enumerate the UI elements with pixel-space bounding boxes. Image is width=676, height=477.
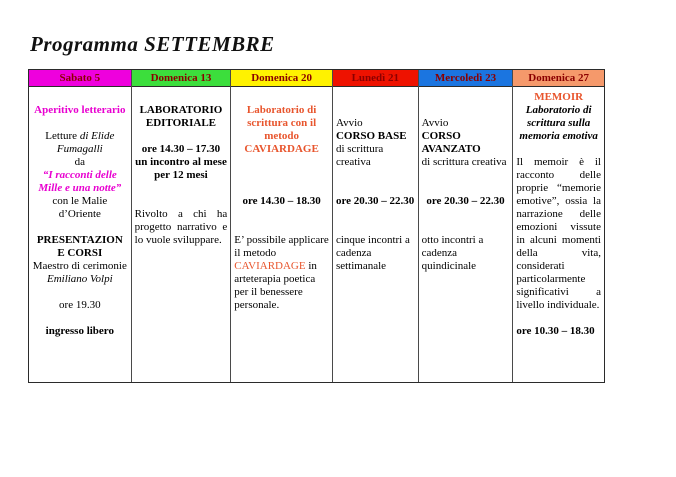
day-header: Domenica 27	[513, 70, 604, 87]
text-run: con le Malie d’Oriente	[52, 195, 108, 220]
text-run: ore 19.30	[59, 299, 101, 311]
cell-block	[234, 104, 329, 156]
text-run: di Elide Fumagalli	[56, 130, 115, 155]
schedule-table	[28, 69, 605, 383]
day-column-mercoledi-23	[418, 70, 513, 382]
text-run: “I racconti delle Mille e una notte”	[38, 169, 122, 194]
cell-block	[32, 260, 128, 273]
text-run: ore 14.30 – 18.30	[242, 195, 321, 207]
text-run: CAVIARDAGE	[234, 260, 306, 272]
cell-block	[32, 299, 128, 312]
day-cell	[132, 87, 231, 382]
text-run: E’ possibile applicare il metodo	[234, 234, 329, 259]
cell-block	[32, 169, 128, 195]
cell-block	[422, 195, 510, 208]
text-run: Emiliano Volpi	[46, 273, 113, 285]
cell-block	[32, 156, 128, 169]
cell-block	[516, 325, 601, 338]
text-run: PRESENTAZION E CORSI	[36, 234, 123, 259]
cell-block	[516, 91, 601, 104]
text-run: di scrittura creativa	[421, 156, 507, 168]
text-run: Laboratorio di scrittura sulla memoria emotiva	[519, 104, 598, 142]
text-run: Il memoir è il racconto delle proprie “memorie emotive”, ossia la narrazione delle emozioni vissute in alcuni momenti della vita, considerati particolarmente significativi a livello individuale.	[516, 156, 601, 311]
cell-block	[336, 195, 415, 208]
cell-block	[336, 117, 415, 130]
cell-block	[336, 143, 415, 169]
day-cell	[513, 87, 604, 382]
cell-block	[135, 208, 228, 247]
text-run: LABORATORIO EDITORIALE	[139, 104, 223, 129]
day-header: Lunedì 21	[333, 70, 418, 87]
text-run: ore 20.30 – 22.30	[426, 195, 505, 207]
cell-block	[516, 156, 601, 312]
cell-block	[135, 156, 228, 169]
text-run: Letture	[45, 130, 80, 142]
cell-block	[32, 195, 128, 221]
cell-block	[32, 273, 128, 286]
text-run: ingresso libero	[45, 325, 114, 337]
day-cell	[419, 87, 513, 382]
cell-block	[234, 195, 329, 208]
day-cell	[231, 87, 332, 382]
cell-block	[32, 234, 128, 260]
day-column-lunedi-21	[332, 70, 418, 382]
day-column-domenica-13	[131, 70, 231, 382]
cell-block	[422, 234, 510, 273]
text-run: Rivolto a chi ha progetto narrativo e lo vuole sviluppare.	[134, 208, 228, 246]
text-run: Avvio	[335, 117, 363, 129]
cell-block	[336, 130, 415, 143]
day-column-domenica-20	[230, 70, 332, 382]
day-header: Domenica 13	[132, 70, 231, 87]
cell-block	[422, 130, 510, 156]
cell-block	[135, 143, 228, 156]
text-run: da	[74, 156, 86, 168]
cell-block	[135, 169, 228, 182]
day-cell	[333, 87, 418, 382]
text-run: un incontro al mese	[135, 156, 227, 168]
cell-block	[32, 325, 128, 338]
text-run: cinque incontri a cadenza settimanale	[335, 234, 410, 272]
text-run: in arteterapia poetica per il benessere personale.	[234, 260, 317, 311]
day-header: Domenica 20	[231, 70, 332, 87]
day-column-sabato-5	[29, 70, 131, 382]
cell-block	[336, 234, 415, 273]
cell-block	[135, 104, 228, 130]
cell-block	[422, 156, 510, 169]
text-run: di scrittura creativa	[335, 143, 384, 168]
text-run: Aperitivo letterario	[34, 104, 126, 116]
cell-block	[516, 104, 601, 143]
cell-block	[422, 117, 510, 130]
text-run: Maestro di cerimonie	[32, 260, 127, 272]
text-run: Avvio	[421, 117, 449, 129]
text-run: MEMOIR	[534, 91, 584, 103]
day-cell	[29, 87, 131, 382]
day-header: Sabato 5	[29, 70, 131, 87]
page-title: Programma SETTEMBRE	[30, 32, 275, 56]
text-run: otto incontri a cadenza quindicinale	[421, 234, 484, 272]
text-run: ore 20.30 – 22.30	[335, 195, 415, 207]
day-header: Mercoledì 23	[419, 70, 513, 87]
text-run: CORSO BASE	[335, 130, 407, 142]
cell-block	[32, 130, 128, 156]
cell-block	[234, 234, 329, 312]
text-run: Laboratorio di scrittura con il metodo CAVIARDAGE	[244, 104, 319, 155]
day-column-domenica-27	[512, 70, 604, 382]
text-run: ore 14.30 – 17.30	[141, 143, 221, 155]
cell-block	[32, 104, 128, 117]
text-run: ore 10.30 – 18.30	[516, 325, 595, 337]
text-run: per 12 mesi	[154, 169, 208, 181]
text-run: CORSO AVANZATO	[421, 130, 481, 155]
